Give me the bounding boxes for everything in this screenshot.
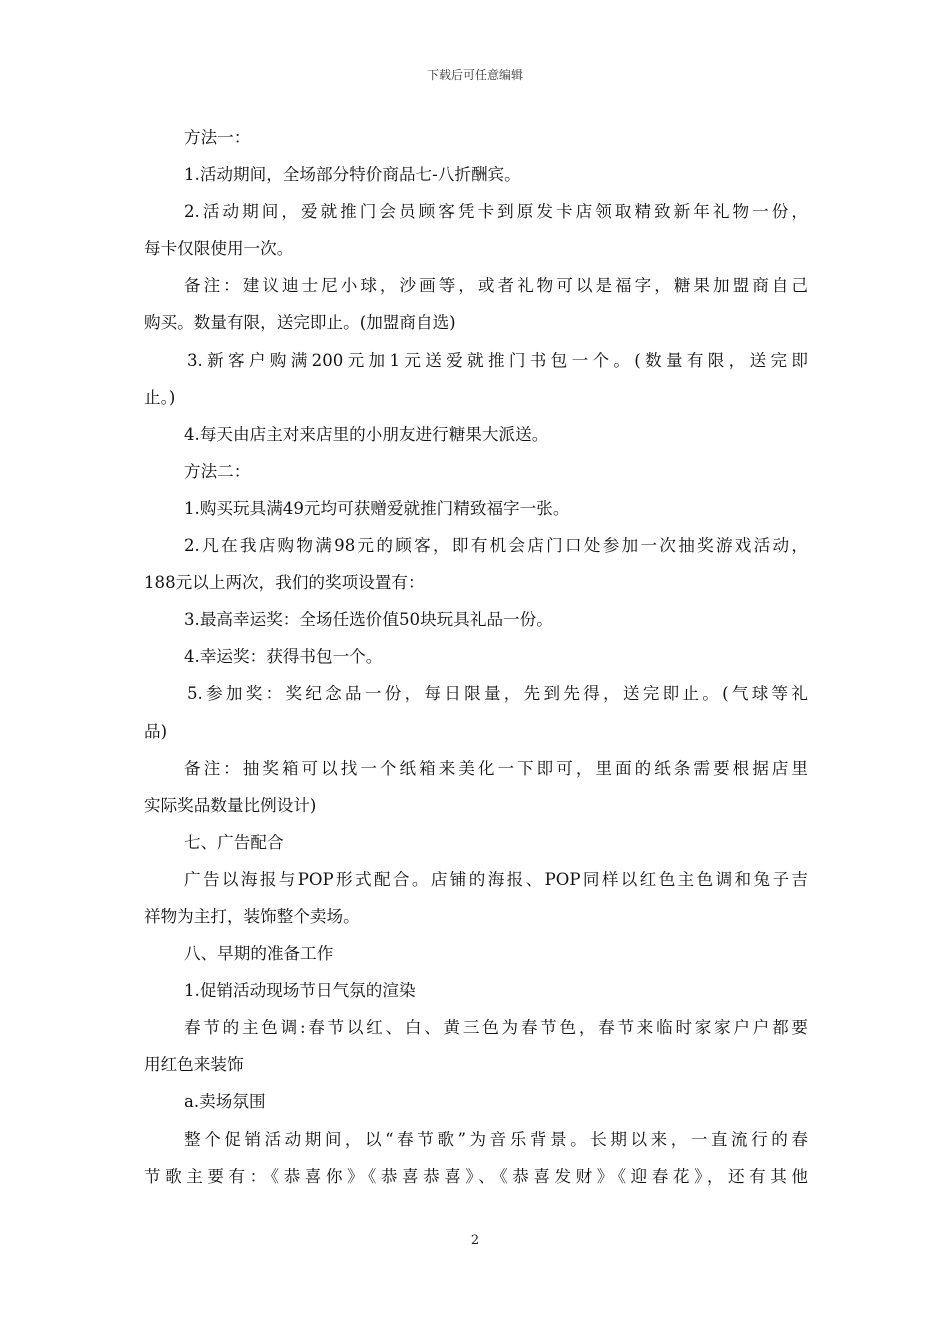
paragraph-line: 1.促销活动现场节日气氛的渲染 <box>184 981 416 1001</box>
paragraph-line: 节歌主要有：《恭喜你》《恭喜恭喜》、《恭喜发财》《迎春花》，还有其他 <box>144 1166 808 1186</box>
paragraph-line: 4.幸运奖：获得书包一个。 <box>184 647 383 667</box>
paragraph-line: 4.每天由店主对来店里的小朋友进行糖果大派送。 <box>184 424 549 444</box>
paragraph-line: 2.凡在我店购物满98元的顾客，即有机会店门口处参加一次抽奖游戏活动， <box>184 536 808 556</box>
paragraph-line: 方法二： <box>184 461 251 481</box>
paragraph-line: 品) <box>144 721 168 741</box>
document-body <box>144 119 808 1195</box>
paragraph-line: 3.新客户购满200元加1元送爱就推门书包一个。(数量有限，送完即 <box>187 350 808 370</box>
paragraph-line: 188元以上两次，我们的奖项设置有： <box>144 573 425 593</box>
paragraph-line: 备注：建议迪士尼小球，沙画等，或者礼物可以是福字，糖果加盟商自己 <box>184 276 808 296</box>
page-header: 下载后可任意编辑 <box>426 68 523 82</box>
section-heading: 七、广告配合 <box>184 832 284 852</box>
paragraph-line: 3.最高幸运奖：全场任选价值50块玩具礼品一份。 <box>184 610 553 630</box>
paragraph-line: 广告以海报与POP形式配合。店铺的海报、POP同样以红色主色调和兔子吉 <box>184 869 808 889</box>
paragraph-line: 5.参加奖：奖纪念品一份，每日限量，先到先得，送完即止。(气球等礼 <box>187 684 808 704</box>
section-heading: 八、早期的准备工作 <box>184 944 334 964</box>
paragraph-line: 2.活动期间，爱就推门会员顾客凭卡到原发卡店领取精致新年礼物一份， <box>184 202 808 222</box>
paragraph-line: 1.购买玩具满49元均可获赠爱就推门精致福字一张。 <box>184 498 570 518</box>
paragraph-line: 整个促销活动期间，以“春节歌”为音乐背景。长期以来，一直流行的春 <box>184 1129 808 1149</box>
paragraph-line: 止。) <box>144 387 176 407</box>
page-number: 2 <box>470 1233 480 1248</box>
paragraph-line: 实际奖品数量比例设计) <box>144 795 317 815</box>
paragraph-line: a.卖场氛围 <box>184 1092 266 1112</box>
paragraph-line: 每卡仅限使用一次。 <box>144 239 294 259</box>
paragraph-line: 备注：抽奖箱可以找一个纸箱来美化一下即可，里面的纸条需要根据店里 <box>184 758 808 778</box>
paragraph-line: 用红色来装饰 <box>144 1055 244 1075</box>
paragraph-line: 春节的主色调:春节以红、白、黄三色为春节色，春节来临时家家户户都要 <box>184 1018 808 1038</box>
paragraph-line: 祥物为主打，装饰整个卖场。 <box>144 906 360 926</box>
paragraph-line: 1.活动期间，全场部分特价商品七-八折酬宾。 <box>184 165 521 185</box>
paragraph-line: 购买。数量有限，送完即止。(加盟商自选) <box>144 313 456 333</box>
paragraph-line: 方法一： <box>184 128 251 147</box>
